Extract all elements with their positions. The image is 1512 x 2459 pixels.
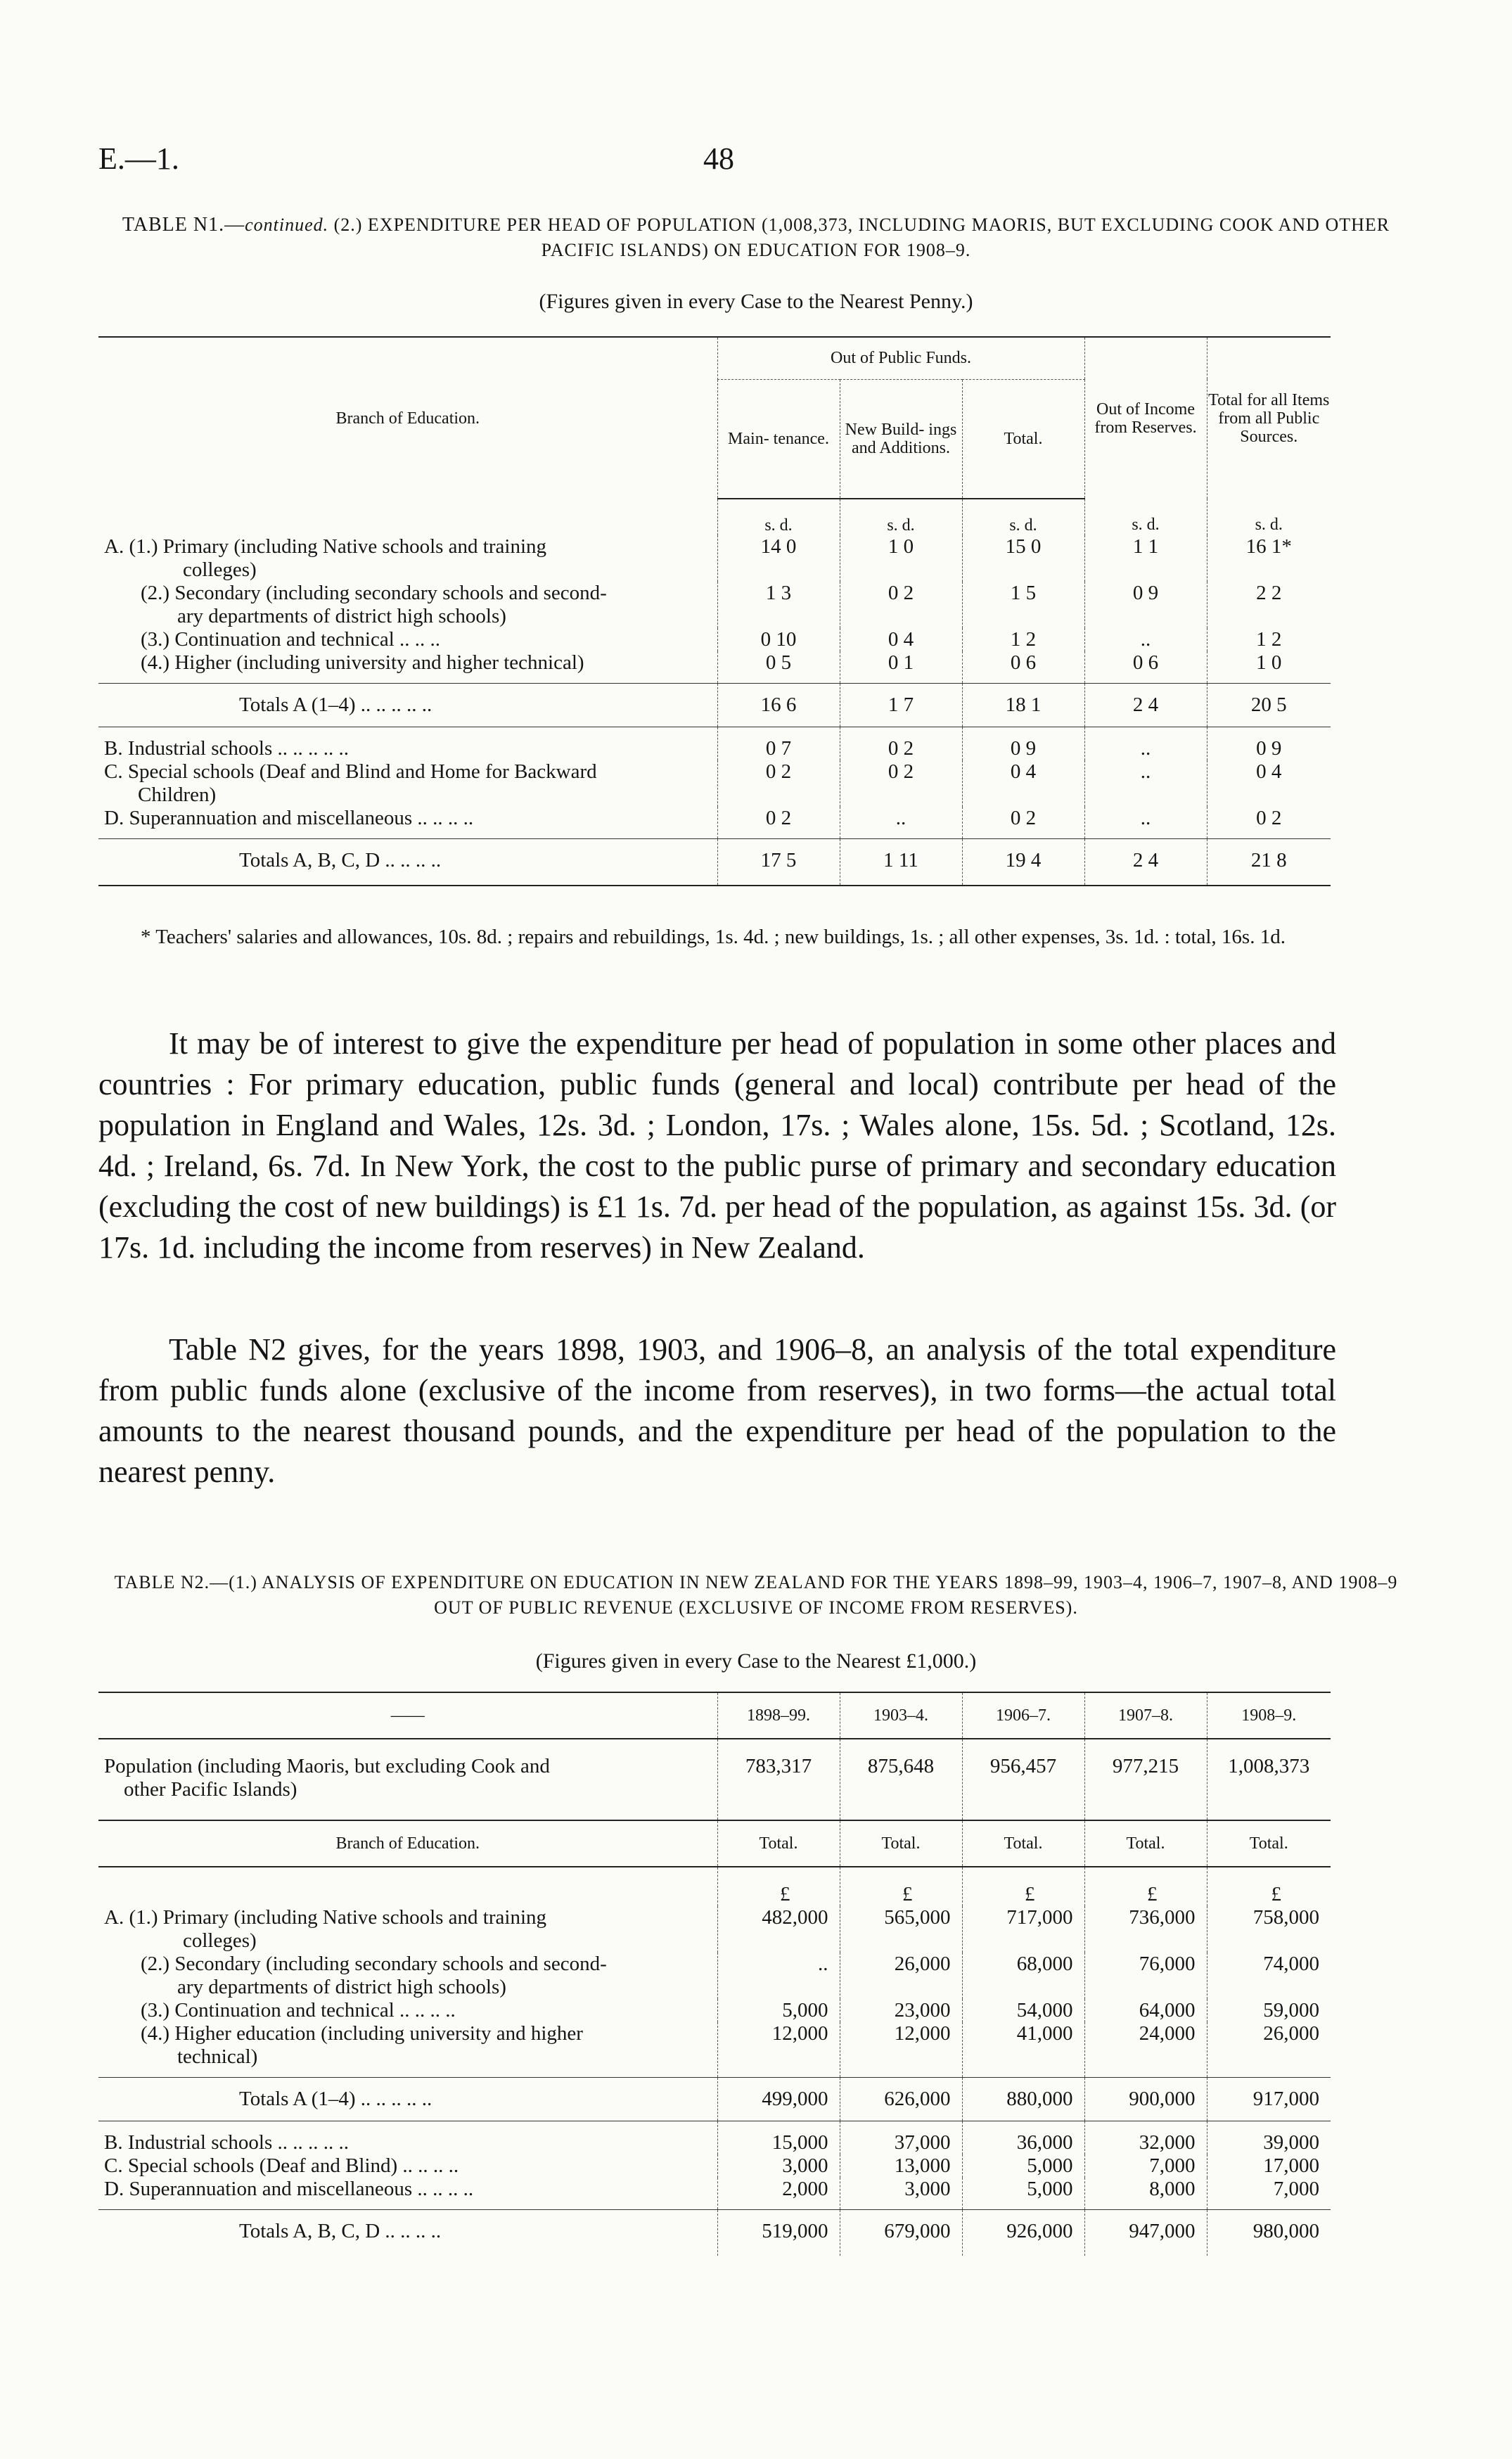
table-cell: 14 0 (717, 535, 840, 582)
row-label-continued: technical) (177, 2045, 258, 2068)
table-cell: 68,000 (962, 1953, 1084, 1999)
table-row (98, 582, 1331, 628)
table-cell: 736,000 (1084, 1906, 1207, 1953)
table-row (98, 535, 1331, 582)
table2-caption: TABLE N2.—(1.) ANALYSIS OF EXPENDITURE ON EDUCATION IN NEW ZEALAND FOR THE YEARS 1898–99, 1903–4, 1906–7, 1907–8, AND 1908–9 OUT OF PUBLIC REVENUE (EXCLUSIVE OF INCOME FROM RESERVES). (114, 1572, 1398, 1618)
currency-symbol: £ (1084, 1867, 1207, 1906)
table1-footnote: * Teachers' salaries and allowances, 10s. 8d. ; repairs and rebuildings, 1s. 4d. ; new buildings, 1s. ; all other expenses, 3s. 1d. : total, 16s. 1d. (141, 926, 1286, 948)
table-cell: 0 4 (1207, 760, 1331, 807)
table1-unit: s. d. (962, 499, 1084, 535)
table-cell: 0 10 (717, 628, 840, 651)
table1-unit: s. d. (717, 499, 840, 535)
row-label-continued: Children) (138, 784, 217, 806)
table2-header-total: Total. (1084, 1820, 1207, 1867)
table-cell: 2 4 (1084, 839, 1207, 886)
row-label: Totals A, B, C, D .. .. .. .. (98, 839, 717, 886)
table-cell: 41,000 (962, 2022, 1084, 2078)
table-cell: 0 2 (717, 760, 840, 807)
table-cell: 7,000 (1084, 2154, 1207, 2178)
table2-header-branch: Branch of Education. (98, 1820, 717, 1867)
table1-header-branch: Branch of Education. (98, 337, 717, 499)
report-reference: E.—1. (98, 141, 179, 176)
table1-unit: s. d. (840, 499, 962, 535)
table2-year: 1907–8. (1084, 1692, 1207, 1739)
table-cell: 76,000 (1084, 1953, 1207, 1999)
row-label: D. Superannuation and miscellaneous .. .. .. .. (104, 807, 474, 829)
table-cell: 1 5 (962, 582, 1084, 628)
table-cell: 0 2 (1207, 807, 1331, 839)
table1-header-total: Total. (962, 379, 1084, 499)
row-label: D. Superannuation and miscellaneous .. .. .. .. (104, 2178, 474, 2200)
table-cell: 0 9 (1084, 582, 1207, 628)
table-cell: 16 6 (717, 684, 840, 727)
table-cell: 679,000 (840, 2210, 962, 2256)
table-row (98, 2178, 1331, 2210)
row-label-continued: ary departments of district high schools) (177, 1976, 506, 1998)
table1-subtitle: (Figures given in every Case to the Nearest Penny.) (539, 290, 973, 313)
table1 (98, 336, 1331, 886)
table-cell: 1 2 (962, 628, 1084, 651)
table-cell: 0 1 (840, 651, 962, 684)
table-cell: 3,000 (717, 2154, 840, 2178)
row-label-continued: other Pacific Islands) (124, 1778, 297, 1801)
table-cell: 0 2 (962, 807, 1084, 839)
table-cell: 0 9 (962, 727, 1084, 761)
table-cell: 17,000 (1207, 2154, 1331, 2178)
table-cell: 15,000 (717, 2121, 840, 2155)
table-cell: 3,000 (840, 2178, 962, 2210)
table-row (98, 2154, 1331, 2178)
table-row (98, 1906, 1331, 1953)
table-cell: 5,000 (717, 1999, 840, 2022)
table2-year: 1906–7. (962, 1692, 1084, 1739)
table-cell: 1,008,373 (1207, 1739, 1331, 1820)
currency-symbol: £ (1207, 1867, 1331, 1906)
table2-year: 1903–4. (840, 1692, 962, 1739)
table-cell: 956,457 (962, 1739, 1084, 1820)
row-label: (3.) Continuation and technical .. .. .. (141, 628, 441, 651)
table1-caption-continued: continued. (245, 215, 329, 235)
table-cell: 926,000 (962, 2210, 1084, 2256)
table2-header-total: Total. (717, 1820, 840, 1867)
table-cell: 39,000 (1207, 2121, 1331, 2155)
row-label: A. (1.) Primary (including Native schools and training (104, 535, 547, 558)
table-cell: .. (1084, 727, 1207, 761)
table-cell: 64,000 (1084, 1999, 1207, 2022)
row-label-continued: ary departments of district high schools) (177, 605, 506, 627)
table-cell: 18 1 (962, 684, 1084, 727)
table2-subtitle: (Figures given in every Case to the Nearest £1,000.) (535, 1649, 977, 1673)
table-cell: 565,000 (840, 1906, 962, 1953)
row-label: B. Industrial schools .. .. .. .. .. (98, 727, 717, 761)
table-cell: 19 4 (962, 839, 1084, 886)
table2-header-total: Total. (840, 1820, 962, 1867)
table-cell: 0 6 (962, 651, 1084, 684)
table-cell: 900,000 (1084, 2078, 1207, 2121)
table-cell: 16 1* (1207, 535, 1331, 582)
row-label: (2.) Secondary (including secondary schools and second- (141, 1953, 607, 1975)
table-cell: .. (1084, 807, 1207, 839)
row-label: A. (1.) Primary (including Native schools and training (104, 1906, 547, 1929)
table-cell: 980,000 (1207, 2210, 1331, 2256)
table-cell: 0 2 (840, 727, 962, 761)
table1-caption-lead: TABLE N1.— (122, 214, 245, 236)
table-row (98, 2121, 1331, 2155)
table2-header-total: Total. (962, 1820, 1084, 1867)
row-label-continued: colleges) (183, 1929, 257, 1952)
table-row (98, 760, 1331, 807)
table-cell: 59,000 (1207, 1999, 1331, 2022)
table-cell: 0 2 (840, 760, 962, 807)
table-cell: 1 3 (717, 582, 840, 628)
table-cell: 12,000 (717, 2022, 840, 2078)
table-cell: 36,000 (962, 2121, 1084, 2155)
table2-year: 1898–99. (717, 1692, 840, 1739)
row-label: Population (including Maoris, but excluding Cook and (104, 1755, 550, 1777)
table-row (98, 1999, 1331, 2022)
table-cell: 20 5 (1207, 684, 1331, 727)
table2-header-total: Total. (1207, 1820, 1331, 1867)
table-cell: 977,215 (1084, 1739, 1207, 1820)
table-cell: 1 1 (1084, 535, 1207, 582)
table-cell: 0 9 (1207, 727, 1331, 761)
table-cell: 5,000 (962, 2154, 1084, 2178)
table-cell: .. (1084, 760, 1207, 807)
table-cell: 26,000 (840, 1953, 962, 1999)
population-row (98, 1739, 1331, 1820)
table-cell: 717,000 (962, 1906, 1084, 1953)
table2 (98, 1692, 1331, 2256)
table-cell: 758,000 (1207, 1906, 1331, 1953)
table-cell: 0 5 (717, 651, 840, 684)
table-cell: 13,000 (840, 2154, 962, 2178)
table-cell: 37,000 (840, 2121, 962, 2155)
table-cell: 783,317 (717, 1739, 840, 1820)
table-cell: 32,000 (1084, 2121, 1207, 2155)
table-cell: 626,000 (840, 2078, 962, 2121)
totals-row (98, 2078, 1331, 2121)
table-cell: 499,000 (717, 2078, 840, 2121)
currency-symbol: £ (717, 1867, 840, 1906)
table2-year: 1908–9. (1207, 1692, 1331, 1739)
table1-caption-text: (2.) EXPENDITURE PER HEAD OF POPULATION (1,008,373, INCLUDING MAORIS, BUT EXCLUDING COOK AND OTHER PACIFIC ISLANDS) ON EDUCATION FOR 1908–9. (328, 215, 1390, 260)
row-label: Totals A, B, C, D .. .. .. .. (98, 2210, 717, 2256)
table-row (98, 2022, 1331, 2078)
table1-header-reserves: Out of Income from Reserves. (1084, 337, 1207, 499)
table1-header-all-sources: Total for all Items from all Public Sources. (1207, 337, 1331, 499)
table-row (98, 807, 1331, 839)
body-paragraph: It may be of interest to give the expenditure per head of population in some other places and countries : For primary education, public funds (general and local) contribute per head of the population in England and Wales, 12s. 3d. ; London, 17s. ; Wales alone, 15s. 5d. ; Scotland, 12s. 4d. ; Ireland, 6s. 7d. In New York, the cost to the public purse of primary and secondary education (excluding the cost of new buildings) is £1 1s. 7d. per head of the population, as against 15s. 3d. (or 17s. 1d. including the income from reserves) in New Zealand. (98, 1026, 1336, 1265)
table-cell: 8,000 (1084, 2178, 1207, 2210)
table-cell: 947,000 (1084, 2210, 1207, 2256)
table-cell: 21 8 (1207, 839, 1331, 886)
table-cell: .. (717, 1953, 840, 1999)
row-label: B. Industrial schools .. .. .. .. .. (98, 2121, 717, 2155)
table-cell: 1 2 (1207, 628, 1331, 651)
table-cell: 0 4 (840, 628, 962, 651)
table1-caption (105, 212, 1407, 263)
totals-row (98, 684, 1331, 727)
row-label: (3.) Continuation and technical .. .. .. .. (141, 1999, 456, 2022)
table-cell: 24,000 (1084, 2022, 1207, 2078)
row-label: (4.) Higher education (including university and higher (141, 2022, 583, 2045)
table1-header-new-buildings: New Build- ings and Additions. (840, 379, 962, 499)
table-cell: 1 0 (1207, 651, 1331, 684)
table-cell: 875,648 (840, 1739, 962, 1820)
row-label: (2.) Secondary (including secondary schools and second- (141, 582, 607, 604)
table-cell: .. (1084, 628, 1207, 651)
table-row (98, 651, 1331, 684)
table-cell: 23,000 (840, 1999, 962, 2022)
row-label: C. Special schools (Deaf and Blind and Home for Backward (104, 760, 597, 783)
table2-header-dash: —— (98, 1692, 717, 1739)
table1-header-maintenance: Main- tenance. (717, 379, 840, 499)
table-cell: .. (840, 807, 962, 839)
table-cell: 519,000 (717, 2210, 840, 2256)
table-cell: 0 6 (1084, 651, 1207, 684)
table-row (98, 727, 1331, 761)
totals-row (98, 2210, 1331, 2256)
page-number: 48 (703, 141, 734, 176)
table-cell: 74,000 (1207, 1953, 1331, 1999)
table-cell: 0 2 (717, 807, 840, 839)
table-cell: 5,000 (962, 2178, 1084, 2210)
table-cell: 12,000 (840, 2022, 962, 2078)
table-row (98, 628, 1331, 651)
row-label-continued: colleges) (183, 558, 257, 581)
table-cell: 2,000 (717, 2178, 840, 2210)
row-label: C. Special schools (Deaf and Blind) .. .. .. .. (104, 2154, 459, 2177)
currency-symbol: £ (962, 1867, 1084, 1906)
table-cell: 917,000 (1207, 2078, 1331, 2121)
table-cell: 0 4 (962, 760, 1084, 807)
table-cell: 2 4 (1084, 684, 1207, 727)
table-cell: 880,000 (962, 2078, 1084, 2121)
totals-row (98, 839, 1331, 886)
table-cell: 1 7 (840, 684, 962, 727)
table-cell: 482,000 (717, 1906, 840, 1953)
table1-unit: s. d. (1084, 499, 1207, 535)
table-cell: 15 0 (962, 535, 1084, 582)
table-cell: 26,000 (1207, 2022, 1331, 2078)
body-paragraph: Table N2 gives, for the years 1898, 1903, and 1906–8, an analysis of the total expenditure from public funds alone (exclusive of the income from reserves), in two forms—the actual total amounts to the nearest thousand pounds, and the expenditure per head of the population to the nearest penny. (98, 1332, 1336, 1489)
table1-unit: s. d. (1207, 499, 1331, 535)
currency-symbol: £ (840, 1867, 962, 1906)
table-cell: 0 2 (840, 582, 962, 628)
table-cell: 2 2 (1207, 582, 1331, 628)
row-label: Totals A (1–4) .. .. .. .. .. (98, 2078, 717, 2121)
table-cell: 17 5 (717, 839, 840, 886)
table-cell: 1 11 (840, 839, 962, 886)
table-cell: 0 7 (717, 727, 840, 761)
table-cell: 1 0 (840, 535, 962, 582)
table-row (98, 1953, 1331, 1999)
row-label: (4.) Higher (including university and higher technical) (141, 651, 584, 674)
table-cell: 54,000 (962, 1999, 1084, 2022)
row-label: Totals A (1–4) .. .. .. .. .. (98, 684, 717, 727)
table-cell: 7,000 (1207, 2178, 1331, 2210)
table1-header-public-funds: Out of Public Funds. (717, 337, 1084, 379)
